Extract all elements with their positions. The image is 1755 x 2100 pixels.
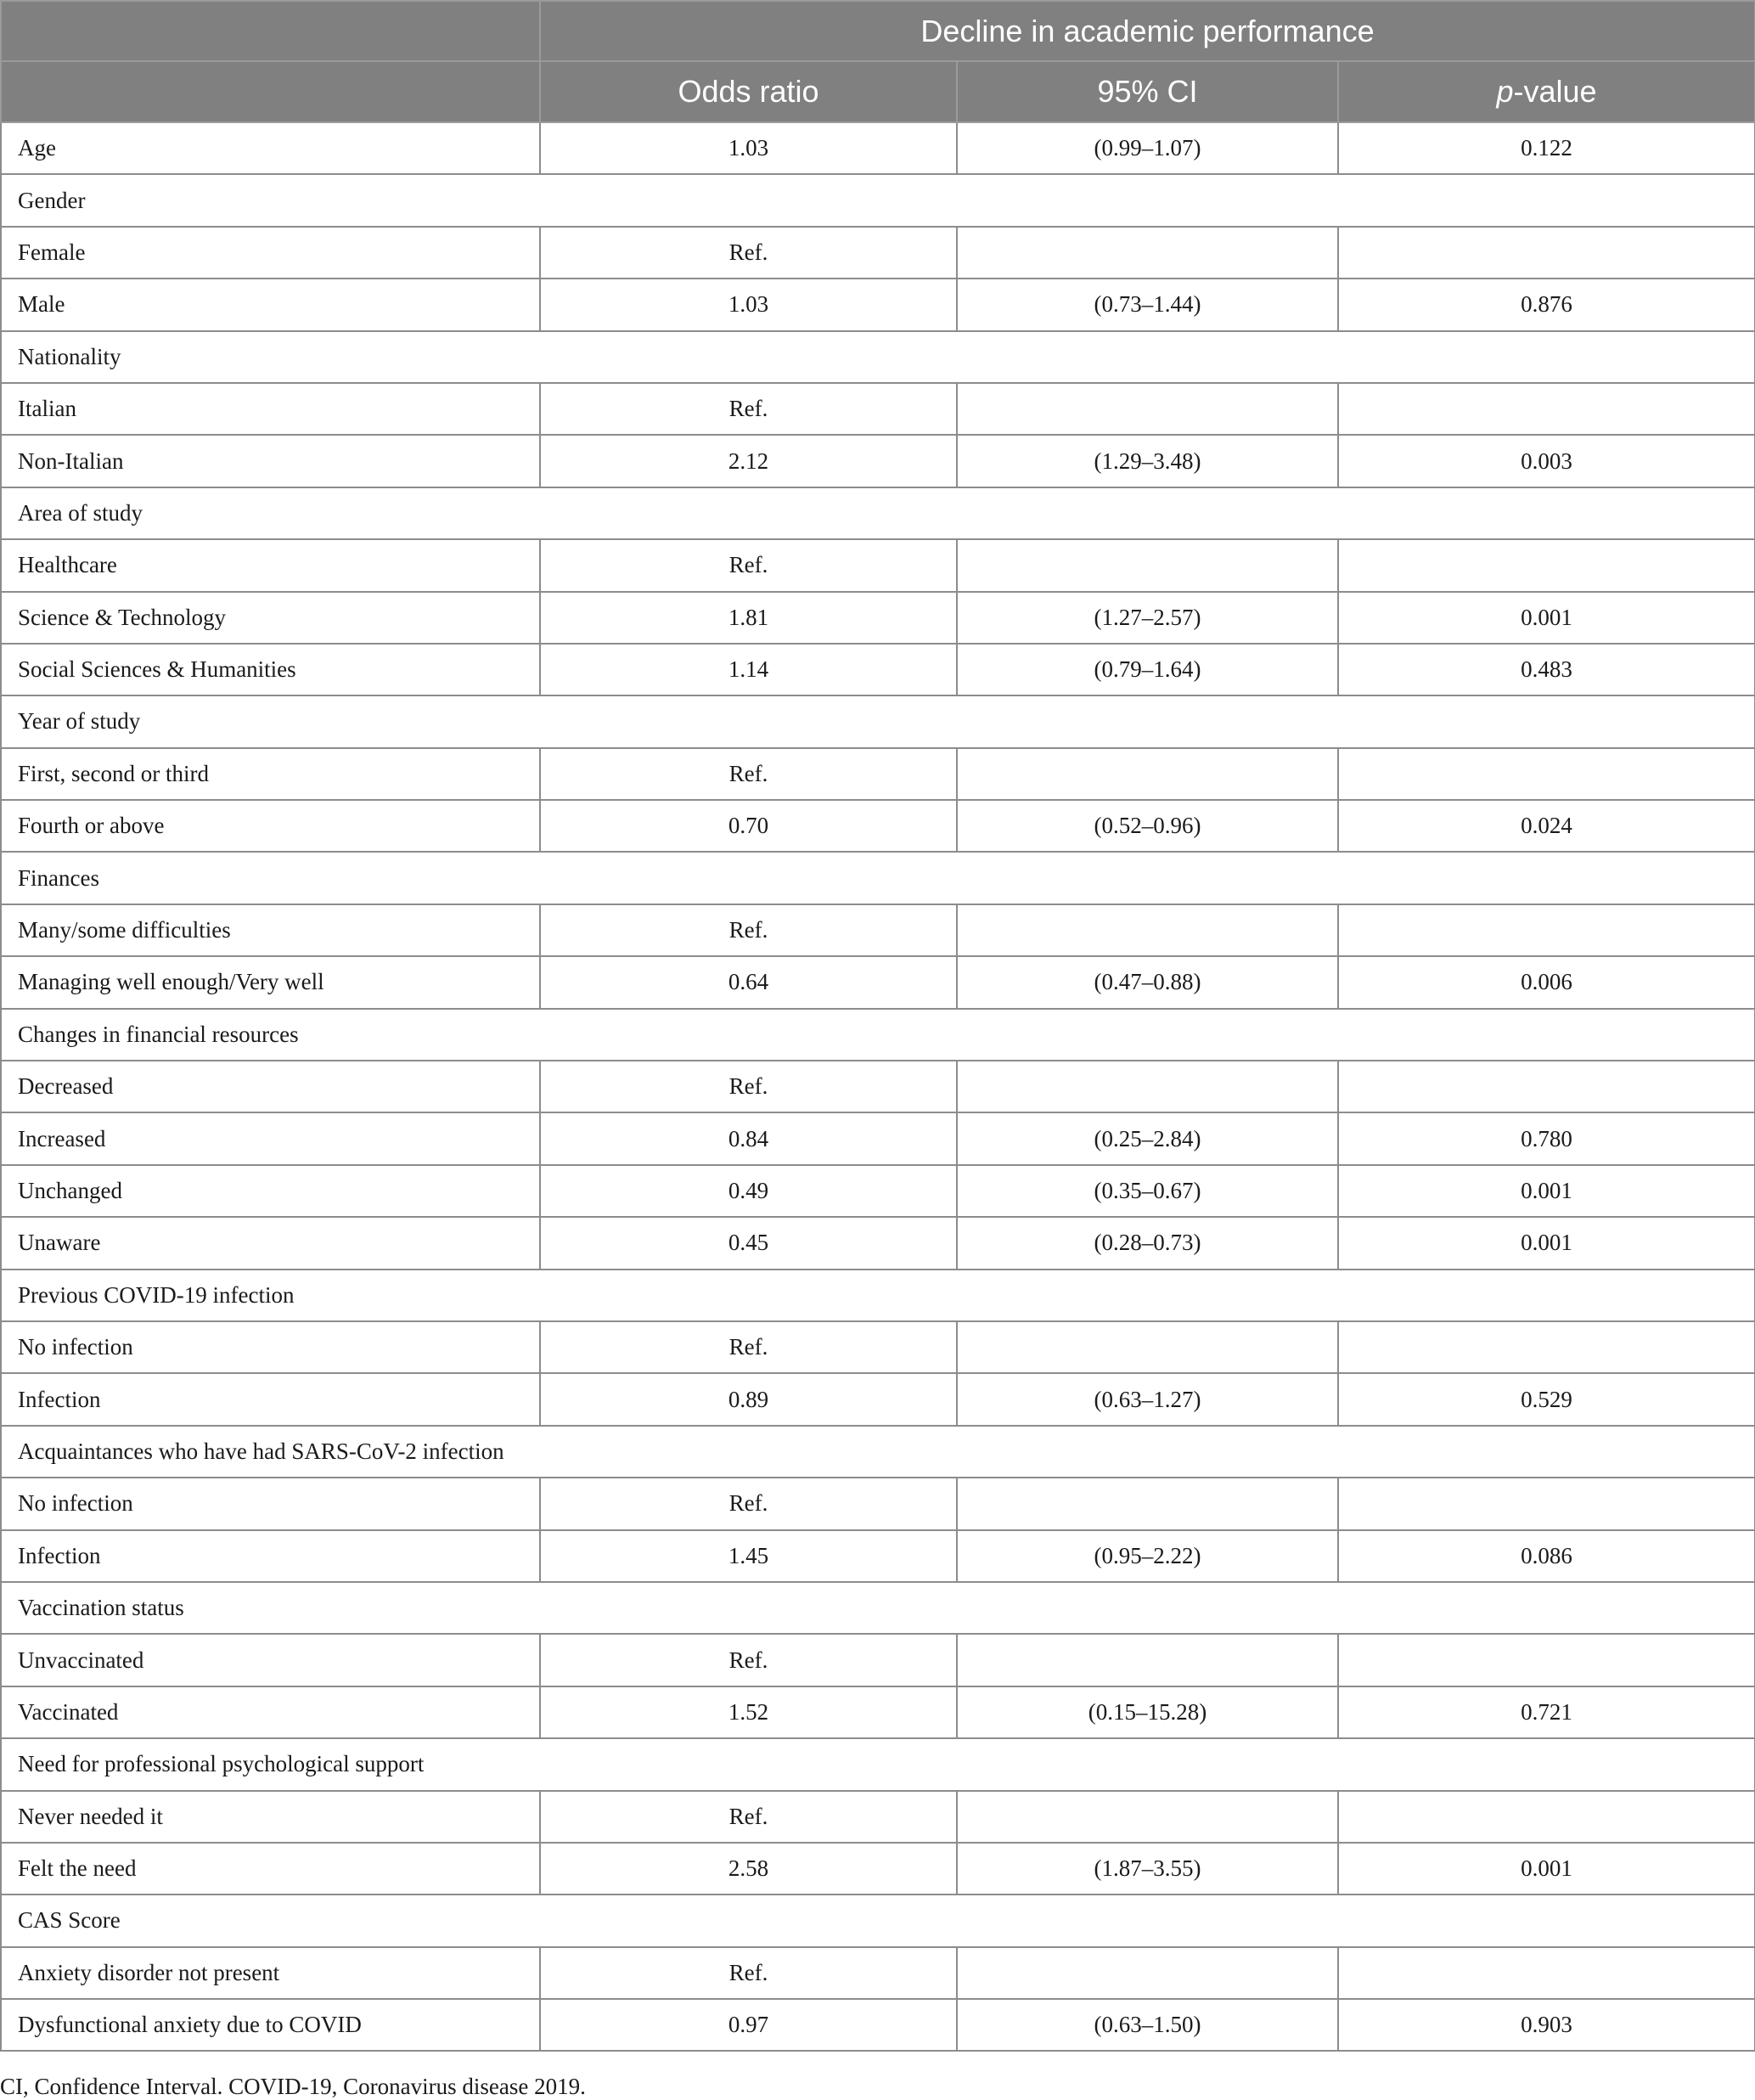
odds-ratio-cell: 1.03: [540, 122, 957, 174]
odds-ratio-cell: 0.84: [540, 1112, 957, 1164]
ci-cell: (0.28–0.73): [957, 1217, 1338, 1269]
group-header-row: [1, 1582, 1755, 1634]
ci-cell: (0.15–15.28): [957, 1686, 1338, 1738]
table-row: [1, 1165, 1755, 1217]
p-value-cell: [1338, 1478, 1755, 1529]
table-row: [1, 904, 1755, 956]
row-label: Male: [1, 279, 540, 330]
odds-ratio-cell: 0.89: [540, 1373, 957, 1425]
row-label: Anxiety disorder not present: [1, 1947, 540, 1999]
ci-cell: [957, 748, 1338, 800]
table-row: [1, 227, 1755, 279]
table-row: [1, 1217, 1755, 1269]
group-header-row: [1, 1270, 1755, 1321]
table-row: [1, 1843, 1755, 1895]
ci-cell: [957, 1947, 1338, 1999]
odds-ratio-cell: 0.64: [540, 956, 957, 1008]
p-value-cell: 0.122: [1338, 122, 1755, 174]
group-label: Year of study: [1, 695, 1755, 747]
odds-ratio-cell: 1.45: [540, 1530, 957, 1582]
p-value-cell: [1338, 1947, 1755, 1999]
group-label: Gender: [1, 174, 1755, 226]
header-p-letter: p: [1496, 74, 1514, 109]
ci-cell: (0.63–1.27): [957, 1373, 1338, 1425]
p-value-cell: [1338, 1321, 1755, 1373]
group-label: Nationality: [1, 331, 1755, 383]
group-header-row: [1, 487, 1755, 539]
table-row: [1, 956, 1755, 1008]
row-label: First, second or third: [1, 748, 540, 800]
p-value-cell: 0.003: [1338, 435, 1755, 487]
ci-cell: (0.35–0.67): [957, 1165, 1338, 1217]
odds-ratio-cell: 0.49: [540, 1165, 957, 1217]
group-header-row: [1, 1009, 1755, 1061]
table-row: [1, 592, 1755, 644]
group-label: Changes in financial resources: [1, 1009, 1755, 1061]
table-row: [1, 800, 1755, 852]
row-label: Science & Technology: [1, 592, 540, 644]
row-label: Unchanged: [1, 1165, 540, 1217]
table-row: [1, 1530, 1755, 1582]
row-label: Many/some difficulties: [1, 904, 540, 956]
odds-ratio-cell: Ref.: [540, 904, 957, 956]
odds-ratio-cell: 0.97: [540, 1999, 957, 2051]
header-group-label: Decline in academic performance: [540, 1, 1755, 61]
ci-cell: [957, 1478, 1338, 1529]
p-value-cell: [1338, 539, 1755, 591]
row-label: Female: [1, 227, 540, 279]
p-value-cell: [1338, 1791, 1755, 1843]
ci-cell: (0.63–1.50): [957, 1999, 1338, 2051]
ci-cell: (1.87–3.55): [957, 1843, 1338, 1895]
row-label: Social Sciences & Humanities: [1, 644, 540, 695]
odds-ratio-cell: Ref.: [540, 1321, 957, 1373]
row-label: Never needed it: [1, 1791, 540, 1843]
ci-cell: (1.29–3.48): [957, 435, 1338, 487]
odds-ratio-cell: 1.03: [540, 279, 957, 330]
p-value-cell: [1338, 748, 1755, 800]
table-body: [1, 122, 1755, 2051]
group-label: CAS Score: [1, 1895, 1755, 1946]
header-blank-bottom: [1, 61, 540, 122]
group-label: Acquaintances who have had SARS-CoV-2 infection: [1, 1426, 1755, 1478]
table-row: [1, 539, 1755, 591]
ci-cell: (0.79–1.64): [957, 644, 1338, 695]
table-row: [1, 279, 1755, 330]
group-header-row: [1, 331, 1755, 383]
table-row: [1, 748, 1755, 800]
row-label: No infection: [1, 1478, 540, 1529]
table-row: [1, 1478, 1755, 1529]
table-row: [1, 1686, 1755, 1738]
p-value-cell: 0.780: [1338, 1112, 1755, 1164]
p-value-cell: 0.001: [1338, 1165, 1755, 1217]
group-header-row: [1, 852, 1755, 904]
header-odds-ratio: Odds ratio: [540, 61, 957, 122]
ci-cell: (0.52–0.96): [957, 800, 1338, 852]
group-header-row: [1, 1426, 1755, 1478]
ci-cell: (0.25–2.84): [957, 1112, 1338, 1164]
table-row: [1, 1947, 1755, 1999]
table-row: [1, 122, 1755, 174]
row-label: Increased: [1, 1112, 540, 1164]
row-label: Felt the need: [1, 1843, 540, 1895]
table-row: [1, 1061, 1755, 1112]
row-label: Vaccinated: [1, 1686, 540, 1738]
row-label: Infection: [1, 1530, 540, 1582]
odds-ratio-cell: Ref.: [540, 539, 957, 591]
row-label: Healthcare: [1, 539, 540, 591]
row-label: Unvaccinated: [1, 1634, 540, 1686]
odds-ratio-cell: Ref.: [540, 383, 957, 435]
ci-cell: [957, 539, 1338, 591]
odds-ratio-cell: Ref.: [540, 748, 957, 800]
ci-cell: (0.73–1.44): [957, 279, 1338, 330]
p-value-cell: 0.086: [1338, 1530, 1755, 1582]
p-value-cell: 0.024: [1338, 800, 1755, 852]
ci-cell: (0.99–1.07): [957, 122, 1338, 174]
ci-cell: [957, 1791, 1338, 1843]
ci-cell: (0.47–0.88): [957, 956, 1338, 1008]
odds-ratio-cell: 2.58: [540, 1843, 957, 1895]
table-row: [1, 435, 1755, 487]
p-value-cell: [1338, 904, 1755, 956]
group-label: Vaccination status: [1, 1582, 1755, 1634]
table-row: [1, 383, 1755, 435]
odds-ratio-cell: 0.70: [540, 800, 957, 852]
p-value-cell: 0.001: [1338, 1843, 1755, 1895]
odds-ratio-cell: 1.14: [540, 644, 957, 695]
ci-cell: [957, 383, 1338, 435]
row-label: Decreased: [1, 1061, 540, 1112]
row-label: Non-Italian: [1, 435, 540, 487]
ci-cell: [957, 1061, 1338, 1112]
odds-ratio-cell: 0.45: [540, 1217, 957, 1269]
ci-cell: (1.27–2.57): [957, 592, 1338, 644]
odds-ratio-cell: Ref.: [540, 1478, 957, 1529]
odds-ratio-cell: Ref.: [540, 1791, 957, 1843]
table-row: [1, 1373, 1755, 1425]
odds-ratio-cell: 2.12: [540, 435, 957, 487]
table-row: [1, 1321, 1755, 1373]
table-header: [1, 1, 1755, 122]
row-label: Italian: [1, 383, 540, 435]
row-label: Unaware: [1, 1217, 540, 1269]
p-value-cell: [1338, 227, 1755, 279]
p-value-cell: 0.529: [1338, 1373, 1755, 1425]
row-label: Fourth or above: [1, 800, 540, 852]
p-value-cell: 0.721: [1338, 1686, 1755, 1738]
group-header-row: [1, 174, 1755, 226]
p-value-cell: 0.001: [1338, 1217, 1755, 1269]
p-value-cell: 0.006: [1338, 956, 1755, 1008]
group-label: Need for professional psychological support: [1, 1738, 1755, 1790]
p-value-cell: [1338, 1061, 1755, 1112]
row-label: Infection: [1, 1373, 540, 1425]
group-header-row: [1, 1895, 1755, 1946]
table-row: [1, 1112, 1755, 1164]
ci-cell: [957, 227, 1338, 279]
table-row: [1, 644, 1755, 695]
p-value-cell: [1338, 1634, 1755, 1686]
header-p-suffix: -value: [1513, 74, 1597, 109]
group-label: Previous COVID-19 infection: [1, 1270, 1755, 1321]
table-row: [1, 1634, 1755, 1686]
row-label: Managing well enough/Very well: [1, 956, 540, 1008]
ci-cell: [957, 1321, 1338, 1373]
odds-ratio-cell: 1.52: [540, 1686, 957, 1738]
header-p-value: [1338, 61, 1755, 122]
group-label: Finances: [1, 852, 1755, 904]
group-header-row: [1, 1738, 1755, 1790]
table-row: [1, 1791, 1755, 1843]
ci-cell: (0.95–2.22): [957, 1530, 1338, 1582]
odds-ratio-cell: Ref.: [540, 227, 957, 279]
header-95-ci: 95% CI: [957, 61, 1338, 122]
ci-cell: [957, 904, 1338, 956]
p-value-cell: 0.483: [1338, 644, 1755, 695]
p-value-cell: 0.876: [1338, 279, 1755, 330]
table-footnote: CI, Confidence Interval. COVID-19, Coronavirus disease 2019.: [0, 2074, 586, 2099]
row-label: Dysfunctional anxiety due to COVID: [1, 1999, 540, 2051]
table-row: [1, 1999, 1755, 2051]
odds-ratio-cell: Ref.: [540, 1061, 957, 1112]
p-value-cell: 0.001: [1338, 592, 1755, 644]
odds-ratio-cell: Ref.: [540, 1947, 957, 1999]
group-label: Area of study: [1, 487, 1755, 539]
p-value-cell: 0.903: [1338, 1999, 1755, 2051]
odds-ratio-cell: 1.81: [540, 592, 957, 644]
group-header-row: [1, 695, 1755, 747]
odds-ratio-cell: Ref.: [540, 1634, 957, 1686]
p-value-cell: [1338, 383, 1755, 435]
row-label: No infection: [1, 1321, 540, 1373]
row-label: Age: [1, 122, 540, 174]
ci-cell: [957, 1634, 1338, 1686]
header-blank-top: [1, 1, 540, 61]
